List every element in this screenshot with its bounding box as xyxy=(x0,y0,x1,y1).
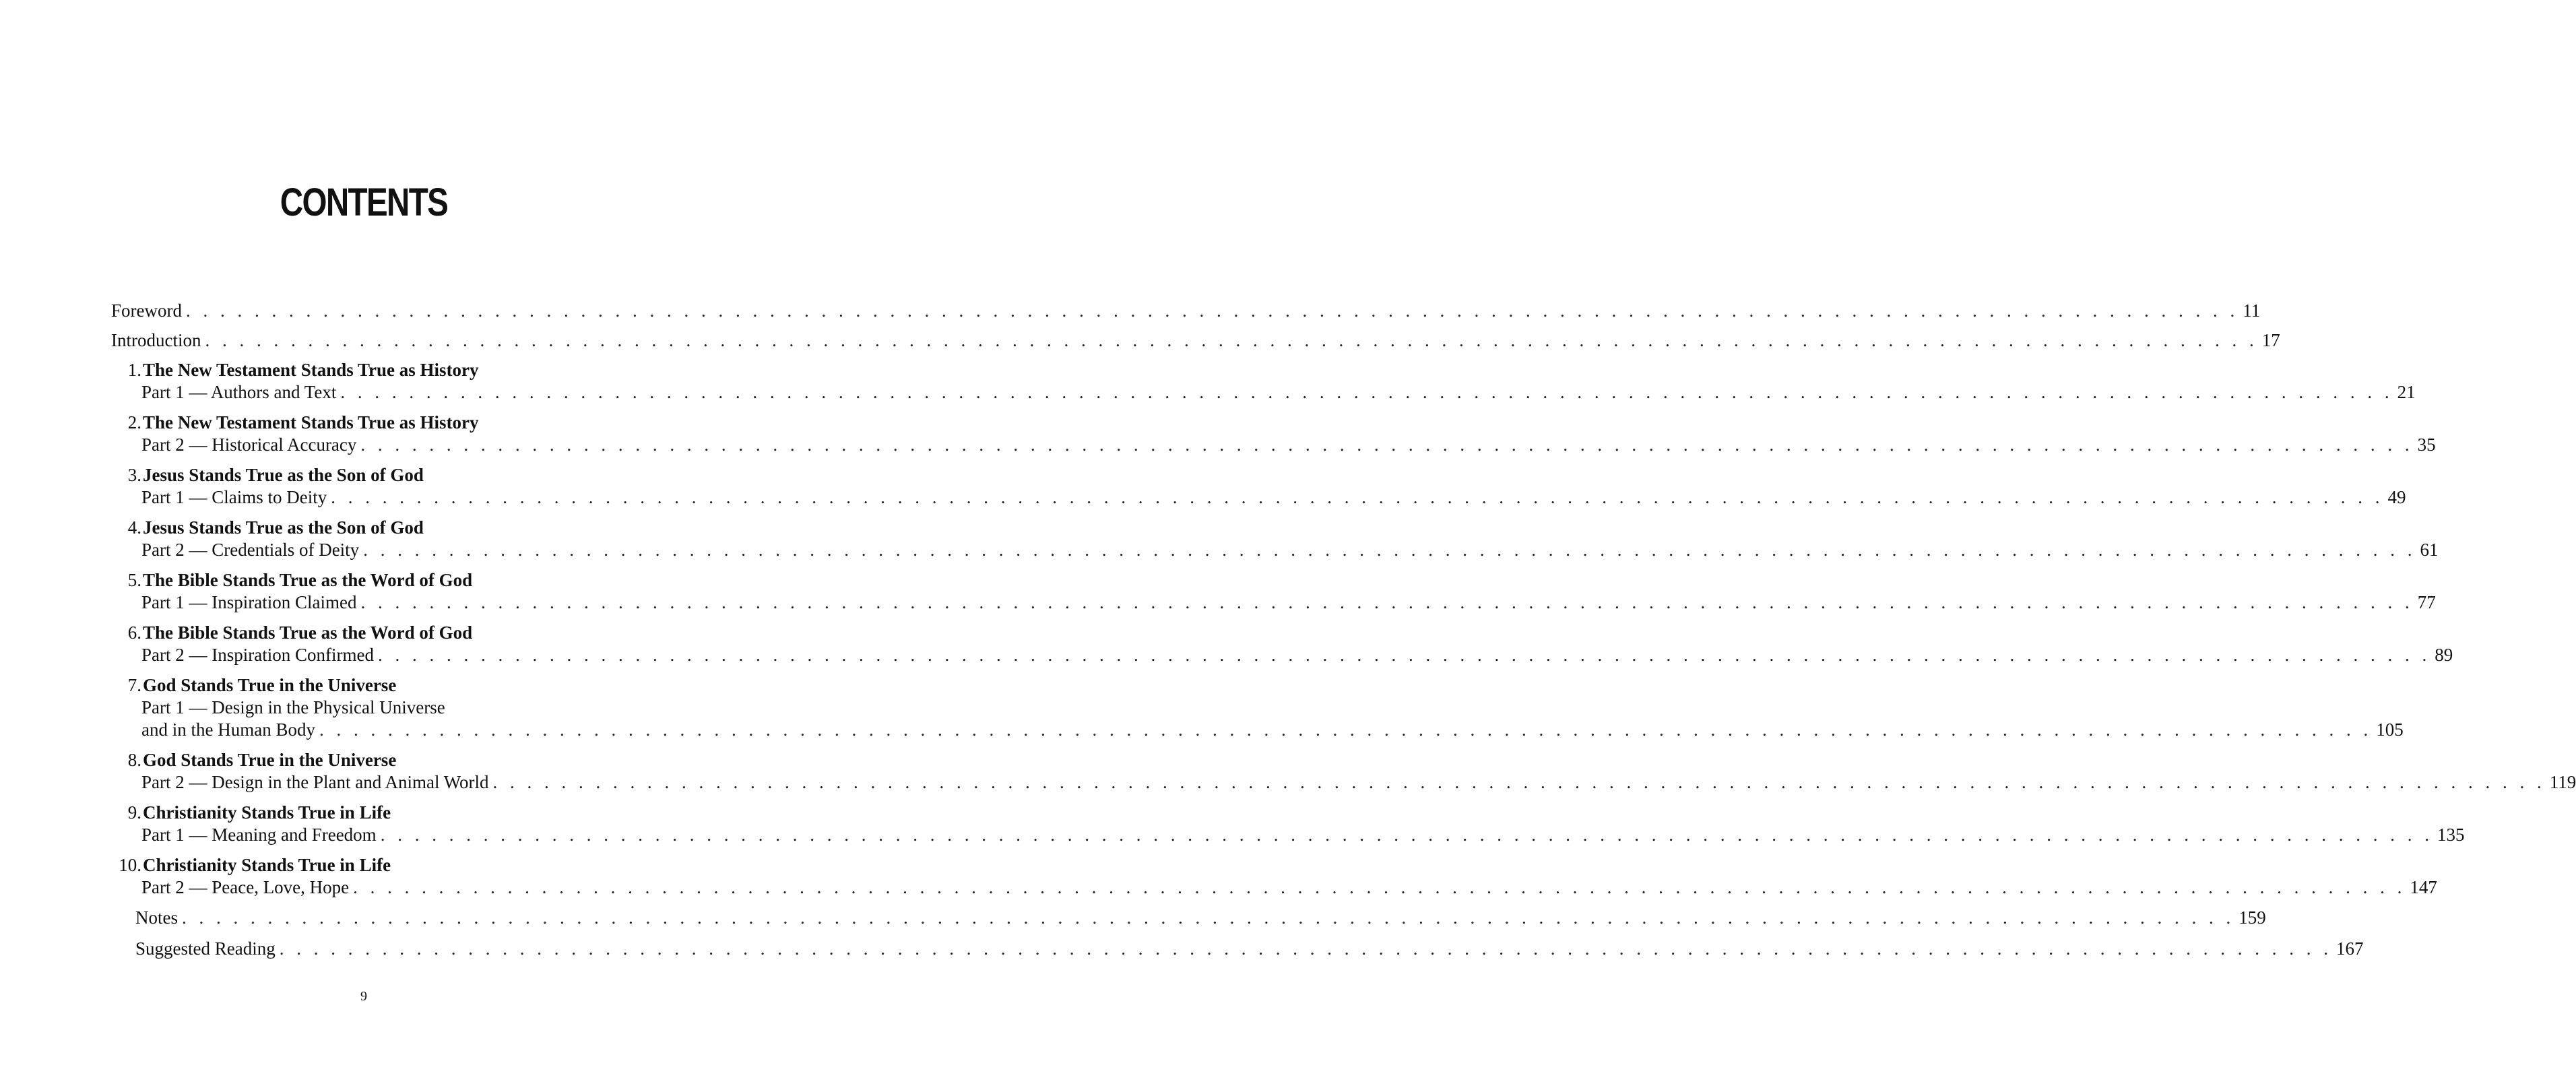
toc-entry-label: Introduction xyxy=(111,330,201,350)
chapter-heading xyxy=(111,674,622,697)
dot-leader: . . . . . . . . . . . . . . . . . . . . . . . . . . . . . . . . . . . . . . . . . . . . . . . . . . . . . . . . . . . . . . . . . . . . . . . . . . . . . . . . . . . . . . . . . . . . . . . . . . . . . . . . . . . . . . . . . . . . . . . . xyxy=(340,382,2393,402)
chapter-entry xyxy=(111,359,2416,404)
chapter-subtitle xyxy=(111,434,2436,456)
toc-entry xyxy=(111,329,2280,352)
chapter-heading xyxy=(111,517,622,539)
toc-entry xyxy=(111,938,2364,960)
chapter-entry xyxy=(111,622,2453,666)
toc-entry-label: Suggested Reading xyxy=(135,938,276,959)
front-matter xyxy=(111,300,2280,352)
chapter-title: The New Testament Stands True as History xyxy=(143,360,479,380)
chapter-heading xyxy=(111,854,622,876)
chapter-page: 49 xyxy=(2387,487,2406,507)
chapter-title: God Stands True in the Universe xyxy=(143,675,397,695)
toc-entry-label: Foreword xyxy=(111,300,182,321)
chapter-subtitle xyxy=(111,876,2437,899)
chapter-list xyxy=(111,359,2576,899)
chapter-title: Jesus Stands True as the Son of God xyxy=(143,517,424,538)
chapter-subtitle-text: Part 2 — Historical Accuracy xyxy=(141,435,357,455)
chapter-page: 77 xyxy=(2417,592,2436,612)
chapter-subtitle-text: Part 2 — Credentials of Deity xyxy=(141,540,360,560)
chapter-number: 9. xyxy=(127,802,141,823)
chapter-entry xyxy=(111,802,2465,846)
dot-leader: . . . . . . . . . . . . . . . . . . . . . . . . . . . . . . . . . . . . . . . . . . . . . . . . . . . . . . . . . . . . . . . . . . . . . . . . . . . . . . . . . . . . . . . . . . . . . . . . . . . . . . . . . . . . . . . . . . . . . . . . xyxy=(360,592,2414,612)
toc-entry-page: 167 xyxy=(2336,938,2364,959)
chapter-entry xyxy=(111,517,2439,561)
chapter-entry xyxy=(111,464,2406,509)
dot-leader: . . . . . . . . . . . . . . . . . . . . . . . . . . . . . . . . . . . . . . . . . . . . . . . . . . . . . . . . . . . . . . . . . . . . . . . . . . . . . . . . . . . . . . . . . . . . . . . . . . . . . . . . . . . . . . . . . . . . . . . . xyxy=(353,877,2406,897)
chapter-number: 3. xyxy=(127,465,141,485)
page-title: CONTENTS xyxy=(280,181,448,224)
back-matter xyxy=(111,907,2364,960)
chapter-subtitle xyxy=(111,644,2453,666)
dot-leader: . . . . . . . . . . . . . . . . . . . . . . . . . . . . . . . . . . . . . . . . . . . . . . . . . . . . . . . . . . . . . . . . . . . . . . . . . . . . . . . . . . . . . . . . . . . . . . . . . . . . . . . . . . . . . . . . . . . . . . . . xyxy=(377,645,2431,665)
dot-leader: . . . . . . . . . . . . . . . . . . . . . . . . . . . . . . . . . . . . . . . . . . . . . . . . . . . . . . . . . . . . . . . . . . . . . . . . . . . . . . . . . . . . . . . . . . . . . . . . . . . . . . . . . . . . . . . . . . . . . . . . xyxy=(360,435,2414,455)
dot-leader: . . . . . . . . . . . . . . . . . . . . . . . . . . . . . . . . . . . . . . . . . . . . . . . . . . . . . . . . . . . . . . . . . . . . . . . . . . . . . . . . . . . . . . . . . . . . . . . . . . . . . . . . . . . . . . . . . . . . . . . . xyxy=(380,825,2433,845)
toc-entry-label: Notes xyxy=(135,907,178,928)
dot-leader: . . . . . . . . . . . . . . . . . . . . . . . . . . . . . . . . . . . . . . . . . . . . . . . . . . . . . . . . . . . . . . . . . . . . . . . . . . . . . . . . . . . . . . . . . . . . . . . . . . . . . . . . . . . . . . . . . . . . . . . . xyxy=(279,938,2332,959)
dot-leader: . . . . . . . . . . . . . . . . . . . . . . . . . . . . . . . . . . . . . . . . . . . . . . . . . . . . . . . . . . . . . . . . . . . . . . . . . . . . . . . . . . . . . . . . . . . . . . . . . . . . . . . . . . . . . . . . . . . . . . . . xyxy=(182,907,2235,928)
chapter-heading xyxy=(111,569,622,591)
chapter-subtitle-text: Part 1 — Authors and Text xyxy=(141,382,337,402)
chapter-subtitle-text: Part 1 — Claims to Deity xyxy=(141,487,327,507)
chapter-subtitle-text: Part 1 — Design in the Physical Universe xyxy=(141,697,445,717)
chapter-page: 147 xyxy=(2410,877,2437,897)
chapter-page: 89 xyxy=(2435,645,2453,665)
toc-entry xyxy=(111,300,2261,322)
chapter-subtitle xyxy=(111,486,2406,509)
chapter-subtitle-text: Part 1 — Inspiration Claimed xyxy=(141,592,357,612)
dot-leader: . . . . . . . . . . . . . . . . . . . . . . . . . . . . . . . . . . . . . . . . . . . . . . . . . . . . . . . . . . . . . . . . . . . . . . . . . . . . . . . . . . . . . . . . . . . . . . . . . . . . . . . . . . . . . . . . . . . . . . . . xyxy=(319,719,2373,740)
chapter-page: 105 xyxy=(2376,719,2404,740)
table-of-contents xyxy=(111,300,2576,969)
chapter-number: 10. xyxy=(119,855,141,875)
chapter-subtitle xyxy=(111,539,2439,561)
chapter-heading xyxy=(111,359,622,381)
chapter-number: 8. xyxy=(127,750,141,770)
chapter-page: 135 xyxy=(2437,825,2465,845)
chapter-title: God Stands True in the Universe xyxy=(143,750,397,770)
chapter-subtitle-text: Part 1 — Meaning and Freedom xyxy=(141,825,377,845)
chapter-heading xyxy=(111,412,622,434)
dot-leader: . . . . . . . . . . . . . . . . . . . . . . . . . . . . . . . . . . . . . . . . . . . . . . . . . . . . . . . . . . . . . . . . . . . . . . . . . . . . . . . . . . . . . . . . . . . . . . . . . . . . . . . . . . . . . . . . . . . . . . . . xyxy=(205,330,2258,350)
chapter-number: 4. xyxy=(127,517,141,538)
chapter-title: The New Testament Stands True as History xyxy=(143,412,479,432)
chapter-subtitle xyxy=(111,591,2436,614)
chapter-page: 21 xyxy=(2397,382,2416,402)
toc-entry-page: 17 xyxy=(2261,330,2280,350)
chapter-title: Jesus Stands True as the Son of God xyxy=(143,465,424,485)
chapter-number: 2. xyxy=(127,412,141,432)
dot-leader: . . . . . . . . . . . . . . . . . . . . . . . . . . . . . . . . . . . . . . . . . . . . . . . . . . . . . . . . . . . . . . . . . . . . . . . . . . . . . . . . . . . . . . . . . . . . . . . . . . . . . . . . . . . . . . . . . . . . . . . . xyxy=(185,300,2239,321)
dot-leader: . . . . . . . . . . . . . . . . . . . . . . . . . . . . . . . . . . . . . . . . . . . . . . . . . . . . . . . . . . . . . . . . . . . . . . . . . . . . . . . . . . . . . . . . . . . . . . . . . . . . . . . . . . . . . . . . . . . . . . . . xyxy=(331,487,2384,507)
chapter-entry xyxy=(111,569,2436,614)
chapter-subtitle xyxy=(111,719,2404,741)
chapter-number: 7. xyxy=(127,675,141,695)
chapter-subtitle-text: Part 2 — Design in the Plant and Animal World xyxy=(141,772,489,792)
chapter-subtitle-text: Part 2 — Peace, Love, Hope xyxy=(141,877,350,897)
chapter-subtitle xyxy=(111,824,2465,846)
chapter-title: Christianity Stands True in Life xyxy=(143,802,391,823)
chapter-title: The Bible Stands True as the Word of God xyxy=(143,622,473,643)
chapter-subtitle xyxy=(111,381,2416,404)
chapter-heading xyxy=(111,749,622,771)
chapter-title: The Bible Stands True as the Word of God xyxy=(143,570,473,590)
toc-entry xyxy=(111,907,2266,929)
page-number: 9 xyxy=(360,989,367,1004)
chapter-entry xyxy=(111,674,2404,741)
chapter-number: 5. xyxy=(127,570,141,590)
chapter-heading xyxy=(111,622,622,644)
chapter-heading xyxy=(111,802,622,824)
chapter-page: 35 xyxy=(2417,435,2436,455)
dot-leader: . . . . . . . . . . . . . . . . . . . . . . . . . . . . . . . . . . . . . . . . . . . . . . . . . . . . . . . . . . . . . . . . . . . . . . . . . . . . . . . . . . . . . . . . . . . . . . . . . . . . . . . . . . . . . . . . . . . . . . . . xyxy=(363,540,2416,560)
chapter-entry xyxy=(111,749,2576,794)
chapter-subtitle xyxy=(111,697,622,719)
chapter-number: 1. xyxy=(127,360,141,380)
chapter-page: 61 xyxy=(2420,540,2439,560)
chapter-page: 119 xyxy=(2549,772,2576,792)
chapter-subtitle-text: and in the Human Body xyxy=(141,719,315,740)
chapter-subtitle xyxy=(111,771,2576,794)
chapter-subtitle-text: Part 2 — Inspiration Confirmed xyxy=(141,645,374,665)
dot-leader: . . . . . . . . . . . . . . . . . . . . . . . . . . . . . . . . . . . . . . . . . . . . . . . . . . . . . . . . . . . . . . . . . . . . . . . . . . . . . . . . . . . . . . . . . . . . . . . . . . . . . . . . . . . . . . . . . . . . . . . . xyxy=(492,772,2546,792)
chapter-entry xyxy=(111,854,2437,899)
toc-entry-page: 11 xyxy=(2243,300,2261,321)
chapter-title: Christianity Stands True in Life xyxy=(143,855,391,875)
chapter-entry xyxy=(111,412,2436,456)
toc-entry-page: 159 xyxy=(2239,907,2266,928)
chapter-number: 6. xyxy=(127,622,141,643)
chapter-heading xyxy=(111,464,622,486)
